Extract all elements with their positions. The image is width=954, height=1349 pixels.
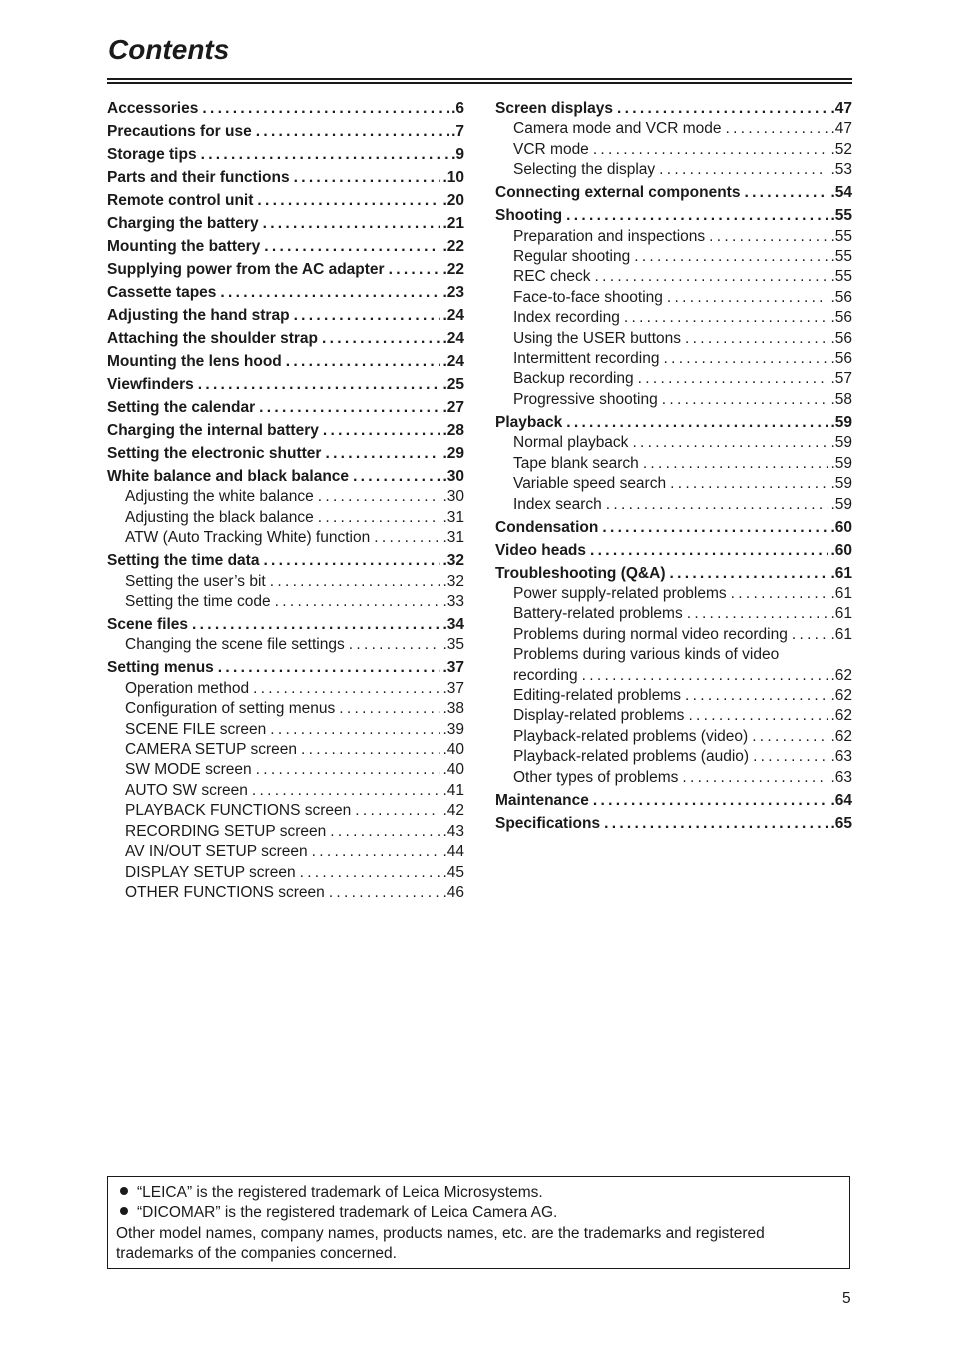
dot-leader (593, 791, 829, 811)
toc-subsection-entry (107, 822, 464, 842)
toc-entry-label: Regular shooting (513, 248, 631, 266)
dot-leader (595, 267, 829, 287)
toc-subsection-entry (107, 720, 464, 740)
toc-entry-label: Screen displays (495, 100, 614, 117)
toc-entry-page: .54 (830, 184, 852, 202)
toc-section-entry (107, 99, 464, 119)
toc-entry-page: .45 (442, 863, 464, 881)
toc-entry-page: .64 (830, 791, 852, 809)
toc-entry-page: .62 (830, 666, 852, 684)
toc-entry-label: Operation method (125, 679, 250, 697)
dot-leader (218, 658, 441, 678)
toc-entry-label: Camera mode and VCR mode (513, 120, 722, 138)
dot-leader (294, 306, 441, 326)
toc-entry-label: Changing the scene file settings (125, 636, 345, 654)
toc-subsection-entry (107, 635, 464, 655)
dot-leader (318, 487, 441, 507)
toc-entry-label: Setting menus (107, 659, 214, 677)
dot-leader (682, 768, 828, 788)
toc-entry-page: .61 (830, 625, 852, 643)
toc-entry-page: .53 (830, 161, 852, 179)
toc-entry-page: .22 (442, 238, 464, 255)
toc-entry-label: Charging the internal battery (107, 422, 319, 439)
toc-section-entry (495, 791, 852, 811)
toc-entry-page: .10 (442, 169, 464, 186)
toc-entry-page: .60 (830, 541, 852, 559)
toc-subsection-entry (495, 390, 852, 410)
toc-entry-page: .7 (451, 123, 464, 140)
toc-section-entry (495, 183, 852, 203)
dot-leader (202, 99, 449, 119)
dot-leader (201, 145, 449, 165)
toc-entry-label: Setting the user’s bit (125, 572, 266, 590)
toc-section-entry (107, 260, 464, 280)
toc-section-entry (495, 814, 852, 834)
toc-entry-page: .30 (442, 488, 464, 506)
toc-entry-page: .59 (830, 495, 852, 513)
toc-entry-page: .29 (442, 445, 464, 462)
toc-entry-label: White balance and black balance (107, 468, 350, 485)
toc-entry-label: Storage tips (107, 146, 197, 163)
toc-entry-page: .61 (830, 564, 852, 582)
toc-section-entry (495, 564, 852, 584)
toc-subsection-entry (495, 625, 852, 645)
toc-entry-page: .25 (442, 376, 464, 393)
toc-section-entry (107, 421, 464, 441)
toc-entry-label: REC check (513, 268, 591, 286)
toc-entry-page: .24 (442, 307, 464, 324)
toc-entry-page: .46 (442, 883, 464, 901)
toc-subsection-entry (107, 508, 464, 528)
toc-entry-page: .63 (830, 768, 852, 786)
toc-entry-label: Connecting external components (495, 184, 741, 202)
toc-entry-label: Display-related problems (513, 707, 685, 725)
toc-entry-label: Editing-related problems (513, 686, 682, 704)
dot-leader (744, 183, 828, 203)
toc-entry-page: .47 (830, 100, 852, 117)
toc-subsection-entry (107, 760, 464, 780)
toc-entry-page: .55 (830, 227, 852, 245)
dot-leader (590, 541, 828, 561)
dot-leader (329, 883, 441, 903)
dot-leader (602, 518, 828, 538)
toc-entry-label: Selecting the display (513, 161, 656, 179)
toc-entry-page: .20 (442, 192, 464, 209)
toc-section-entry (107, 467, 464, 487)
toc-section-entry (107, 283, 464, 303)
dot-leader (322, 329, 440, 349)
toc-entry-label: Shooting (495, 207, 563, 225)
toc-entry-page: .56 (830, 288, 852, 306)
toc-subsection-entry (107, 781, 464, 801)
dot-leader (624, 308, 829, 328)
toc-entry-label: Mounting the battery (107, 238, 261, 255)
dot-leader (325, 444, 440, 464)
toc-subsection-entry (495, 288, 852, 308)
toc-subsection-entry (495, 706, 852, 726)
dot-leader (286, 352, 441, 372)
toc-subsection-entry (495, 433, 852, 453)
toc-entry-label: recording (513, 666, 578, 684)
dot-leader (256, 122, 449, 142)
toc-entry-page: .21 (442, 215, 464, 232)
toc-entry-page: .47 (830, 120, 852, 138)
dot-leader (792, 625, 829, 645)
dot-leader (312, 842, 441, 862)
toc-subsection-entry (495, 160, 852, 180)
dot-leader (353, 467, 440, 487)
bullet-icon (120, 1207, 128, 1215)
toc-section-entry (107, 306, 464, 326)
toc-entry-page: .23 (442, 284, 464, 301)
toc-section-entry (495, 413, 852, 433)
toc-section-entry (107, 122, 464, 142)
toc-section-entry (107, 398, 464, 418)
toc-subsection-entry (495, 454, 852, 474)
toc-entry-page: .56 (830, 309, 852, 327)
toc-entry-label: Configuration of setting menus (125, 700, 336, 718)
toc-entry-page: .62 (830, 686, 852, 704)
dot-leader (253, 679, 440, 699)
toc-entry-label: Index search (513, 495, 602, 513)
toc-subsection-entry (495, 329, 852, 349)
dot-leader (198, 375, 441, 395)
toc-entry-label: Troubleshooting (Q&A) (495, 564, 666, 582)
dot-leader (192, 615, 440, 635)
dot-leader (301, 740, 440, 760)
toc-subsection-entry (107, 883, 464, 903)
dot-leader (688, 706, 828, 726)
toc-entry-label: Variable speed search (513, 475, 667, 493)
toc-entry-label: Face-to-face shooting (513, 288, 663, 306)
toc-entry-label: Battery-related problems (513, 605, 683, 623)
trademark-notice (107, 1176, 850, 1269)
toc-section-entry (107, 352, 464, 372)
toc-subsection-entry (495, 267, 852, 287)
toc-entry-page: .58 (830, 390, 852, 408)
toc-entry-label: Supplying power from the AC adapter (107, 261, 385, 278)
toc-entry-label: Setting the time data (107, 552, 260, 570)
toc-entry-label: Index recording (513, 309, 620, 327)
dot-leader (318, 508, 441, 528)
toc-entry-label: Preparation and inspections (513, 227, 706, 245)
toc-entry-page: .41 (442, 781, 464, 799)
trademark-bullet (116, 1203, 841, 1223)
toc-entry-page: .28 (442, 422, 464, 439)
dot-leader (275, 592, 441, 612)
toc-entry-page: .32 (442, 572, 464, 590)
toc-entry-page: .30 (442, 468, 464, 485)
toc-entry-label: PLAYBACK FUNCTIONS screen (125, 802, 352, 820)
dot-leader (687, 604, 829, 624)
bullet-icon (120, 1187, 128, 1195)
toc-entry-page: .59 (830, 454, 852, 472)
toc-subsection-entry (495, 369, 852, 389)
dot-leader (685, 686, 828, 706)
dot-leader (257, 191, 440, 211)
toc-subsection-entry (495, 686, 852, 706)
toc-entry-label: Normal playback (513, 434, 629, 452)
toc-entry-page: .65 (830, 814, 852, 832)
toc-section-entry (107, 658, 464, 678)
toc-entry-label-line: Problems during various kinds of video (513, 646, 780, 664)
toc-entry-page: .27 (442, 399, 464, 416)
dot-leader (566, 413, 828, 433)
toc-entry-label: AUTO SW screen (125, 781, 248, 799)
toc-right-column (495, 99, 852, 834)
dot-leader (252, 781, 441, 801)
dot-leader (300, 863, 441, 883)
toc-entry-page: .42 (442, 802, 464, 820)
toc-section-entry (107, 444, 464, 464)
toc-entry-page: .56 (830, 329, 852, 347)
dot-leader (709, 227, 828, 247)
toc-entry-label: VCR mode (513, 140, 589, 158)
dot-leader (752, 727, 828, 747)
toc-entry-page: .63 (830, 748, 852, 766)
toc-entry-page: .55 (830, 248, 852, 266)
toc-subsection-entry (107, 842, 464, 862)
toc-subsection-entry (107, 801, 464, 821)
toc-entry-label: Mounting the lens hood (107, 353, 282, 370)
toc-subsection-entry (107, 863, 464, 883)
toc-entry-page: .24 (442, 330, 464, 347)
trademark-text: Other model names, company names, products names, etc. are the trademarks and registered trademarks of the companies concerned. (116, 1224, 765, 1263)
toc-entry-page: .62 (830, 707, 852, 725)
toc-entry-page: .59 (830, 475, 852, 493)
dot-leader (643, 454, 829, 474)
toc-section-entry (107, 191, 464, 211)
toc-entry-page: .34 (442, 616, 464, 634)
toc-entry-label: Adjusting the white balance (125, 488, 314, 506)
toc-entry-label: Using the USER buttons (513, 329, 682, 347)
toc-section-entry (495, 206, 852, 226)
dot-leader (632, 433, 828, 453)
dot-leader (270, 572, 441, 592)
toc-entry-page: .31 (442, 508, 464, 526)
toc-subsection-entry (107, 679, 464, 699)
toc-entry-page: .40 (442, 761, 464, 779)
toc-section-entry (107, 375, 464, 395)
dot-leader (582, 666, 829, 686)
dot-leader (339, 699, 440, 719)
toc-subsection-entry (495, 747, 852, 767)
toc-section-entry (107, 237, 464, 257)
toc-section-entry (495, 541, 852, 561)
toc-entry-label: Problems during normal video recording (513, 625, 788, 643)
toc-entry-label: Setting the electronic shutter (107, 445, 322, 462)
toc-entry-label: Scene files (107, 616, 188, 634)
toc-section-entry (495, 518, 852, 538)
dot-leader (294, 168, 441, 188)
dot-leader (349, 635, 441, 655)
toc-entry-page: .61 (830, 584, 852, 602)
dot-leader (259, 398, 440, 418)
toc-entry-label: Maintenance (495, 791, 589, 809)
toc-subsection-entry (495, 227, 852, 247)
toc-entry-page: .62 (830, 727, 852, 745)
dot-leader (685, 329, 828, 349)
toc-entry-page: .44 (442, 843, 464, 861)
toc-subsection-entry (107, 528, 464, 548)
dot-leader (667, 288, 829, 308)
toc-subsection-entry (495, 666, 852, 686)
toc-entry-label: Precautions for use (107, 123, 252, 140)
toc-entry-page: .59 (830, 434, 852, 452)
toc-entry-label: Power supply-related problems (513, 584, 727, 602)
dot-leader (593, 140, 829, 160)
dot-leader (662, 390, 829, 410)
dot-leader (374, 528, 440, 548)
toc-subsection-entry (495, 349, 852, 369)
toc-entry-page: .57 (830, 370, 852, 388)
toc-subsection-entry (107, 487, 464, 507)
toc-entry-page: .9 (451, 146, 464, 163)
toc-subsection-entry (495, 119, 852, 139)
toc-section-entry (107, 615, 464, 635)
toc-entry-label: DISPLAY SETUP screen (125, 863, 296, 881)
toc-entry-page: .39 (442, 720, 464, 738)
toc-subsection-entry (495, 727, 852, 747)
toc-subsection-entry (495, 247, 852, 267)
toc-entry-page: .6 (451, 100, 464, 117)
dot-leader (355, 801, 440, 821)
toc-entry-page: .43 (442, 822, 464, 840)
dot-leader (638, 369, 829, 389)
toc-entry-label: Condensation (495, 518, 599, 536)
toc-subsection-entry (107, 592, 464, 612)
toc-entry-label: Remote control unit (107, 192, 254, 209)
dot-leader (617, 99, 828, 119)
toc-entry-label: SCENE FILE screen (125, 720, 267, 738)
toc-section-entry (107, 551, 464, 571)
toc-subsection-entry (107, 740, 464, 760)
page-number: 5 (842, 1290, 851, 1307)
toc-section-entry (107, 168, 464, 188)
toc-entry-label: Cassette tapes (107, 284, 217, 301)
toc-entry-page: .40 (442, 741, 464, 759)
dot-leader (389, 260, 441, 280)
toc-entry-label: AV IN/OUT SETUP screen (125, 843, 308, 861)
toc-entry-page: .55 (830, 207, 852, 225)
toc-entry-label: Adjusting the black balance (125, 508, 314, 526)
dot-leader (323, 421, 441, 441)
toc-entry-label: Backup recording (513, 370, 634, 388)
trademark-bullet-text: “DICOMAR” is the registered trademark of Leica Camera AG. (137, 1204, 558, 1222)
dot-leader (270, 720, 440, 740)
dot-leader (263, 551, 440, 571)
toc-entry-label: Accessories (107, 100, 199, 117)
toc-subsection-entry (495, 474, 852, 494)
toc-entry-page: .32 (442, 552, 464, 570)
toc-entry-label: Video heads (495, 541, 587, 559)
toc-left-column (107, 99, 464, 903)
dot-leader (670, 474, 828, 494)
toc-entry-label: ATW (Auto Tracking White) function (125, 529, 371, 547)
toc-entry-page: .24 (442, 353, 464, 370)
dot-leader (256, 760, 441, 780)
toc-entry-label: OTHER FUNCTIONS screen (125, 883, 325, 901)
toc-entry-page: .60 (830, 518, 852, 536)
dot-leader (220, 283, 440, 303)
dot-leader (263, 214, 441, 234)
toc-entry-label: Adjusting the hand strap (107, 307, 290, 324)
toc-subsection-entry (495, 308, 852, 328)
toc-entry-label: Setting the calendar (107, 399, 256, 416)
title-rule-upper (107, 78, 852, 80)
dot-leader (753, 747, 828, 767)
toc-subsection-entry (495, 495, 852, 515)
toc-entry-label: Attaching the shoulder strap (107, 330, 318, 347)
toc-entry-label: Setting the time code (125, 593, 271, 611)
dot-leader (606, 495, 829, 515)
toc-section-entry (495, 99, 852, 119)
toc-subsection-entry (495, 584, 852, 604)
toc-entry-page: .55 (830, 268, 852, 286)
toc-entry-page: .35 (442, 636, 464, 654)
toc-entry-page: .38 (442, 700, 464, 718)
toc-entry-page: .52 (830, 140, 852, 158)
toc-entry-label: Playback (495, 413, 563, 431)
trademark-bullet-text: “LEICA” is the registered trademark of Leica Microsystems. (137, 1184, 543, 1201)
title-rule-lower (107, 82, 852, 84)
toc-entry-label: Playback-related problems (audio) (513, 748, 750, 766)
dot-leader (726, 119, 829, 139)
toc-entry-label: Other types of problems (513, 768, 679, 786)
toc-entry-label: SW MODE screen (125, 761, 252, 779)
toc-entry-label: CAMERA SETUP screen (125, 741, 297, 759)
page-title: Contents (108, 34, 230, 65)
toc-entry-page: .37 (442, 659, 464, 677)
toc-subsection-entry (495, 604, 852, 624)
toc-entry-page: .37 (442, 679, 464, 697)
toc-entry-label: RECORDING SETUP screen (125, 822, 327, 840)
toc-entry-label: Playback-related problems (video) (513, 727, 749, 745)
toc-entry-page: .61 (830, 605, 852, 623)
toc-entry-label: Tape blank search (513, 454, 639, 472)
dot-leader (264, 237, 440, 257)
toc-entry-page: .33 (442, 593, 464, 611)
toc-subsection-entry (107, 699, 464, 719)
toc-entry-label: Viewfinders (107, 376, 194, 393)
toc-entry-label: Charging the battery (107, 215, 259, 232)
toc-entry-label: Progressive shooting (513, 390, 658, 408)
toc-entry-label: Specifications (495, 814, 601, 832)
trademark-bullet (116, 1183, 841, 1203)
toc-entry-page: .59 (830, 413, 852, 431)
dot-leader (604, 814, 828, 834)
toc-entry-page: .56 (830, 350, 852, 368)
dot-leader (663, 349, 828, 369)
dot-leader (669, 564, 828, 584)
toc-section-entry (107, 145, 464, 165)
toc-subsection-entry (107, 572, 464, 592)
toc-entry-label: Parts and their functions (107, 169, 290, 186)
toc-section-entry (107, 214, 464, 234)
toc-subsection-entry (495, 140, 852, 160)
toc-entry-page: .22 (442, 261, 464, 278)
toc-entry-page: .31 (442, 529, 464, 547)
toc-section-entry (107, 329, 464, 349)
dot-leader (566, 206, 828, 226)
dot-leader (634, 247, 828, 267)
toc-subsection-entry (495, 768, 852, 788)
toc-entry-label: Intermittent recording (513, 350, 660, 368)
dot-leader (330, 822, 440, 842)
dot-leader (659, 160, 828, 180)
dot-leader (731, 584, 829, 604)
